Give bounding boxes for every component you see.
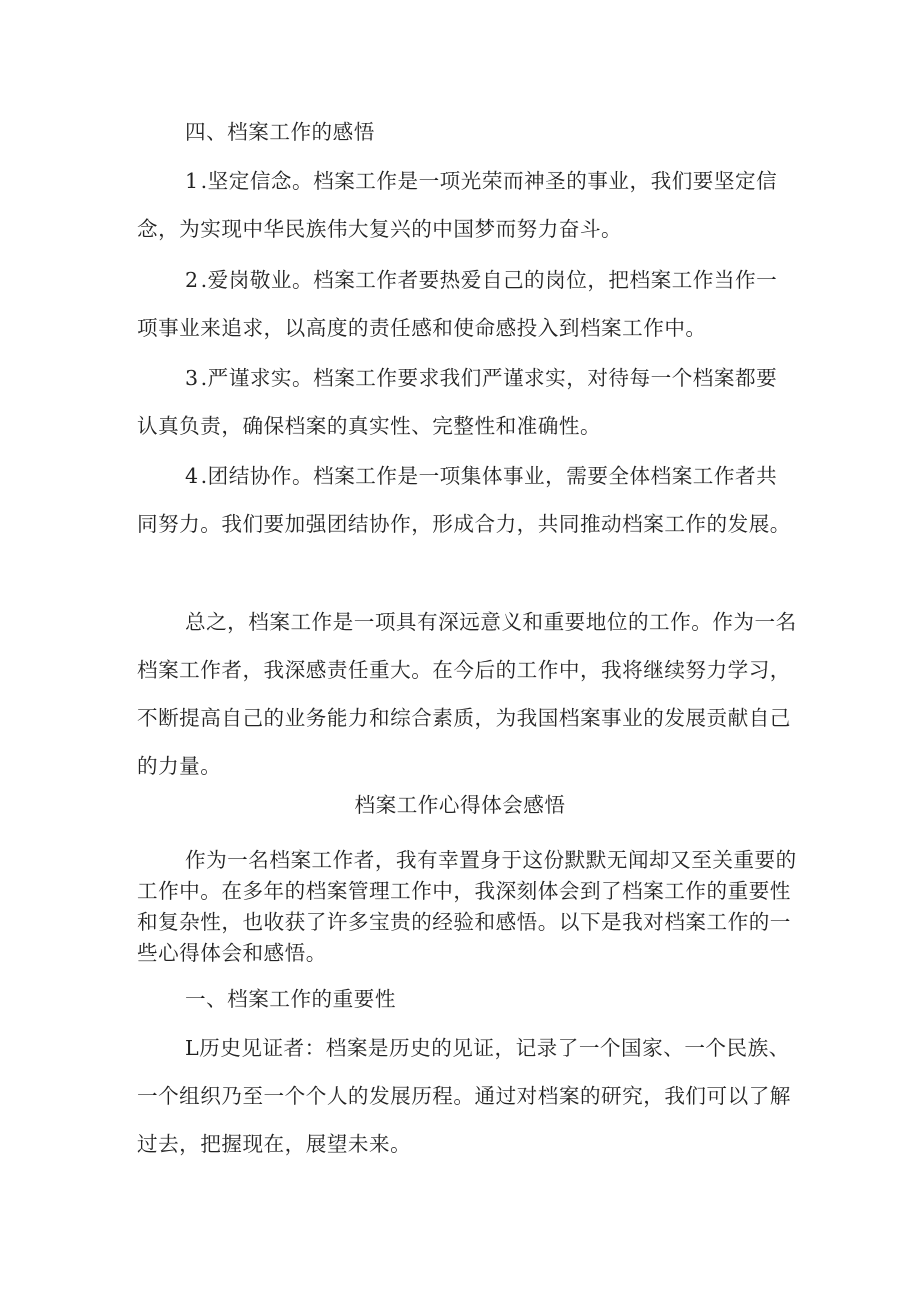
list-item <box>137 157 797 253</box>
section-heading: 一、档案工作的重要性 <box>185 987 396 1011</box>
item-text: .团结协作。档案工作是一项集体事业，需要全体档案工作者共同努力。我们要加强团结协作，形成合力，共同推动档案工作的发展。 <box>137 464 791 536</box>
intro-paragraph: 作为一名档案工作者，我有幸置身于这份默默无闻却又至关重要的工作中。在多年的档案管理工作中，我深刻体会到了档案工作的重要性和复杂性，也收获了许多宝贵的经验和感悟。以下是我对档案工作的一些心得体会和感悟。 <box>137 848 797 965</box>
item-number: 3 <box>185 366 199 390</box>
list-item <box>137 354 797 450</box>
item-text: .爱岗敬业。档案工作者要热爱自己的岗位，把档案工作当作一项事业来追求，以高度的责任感和使命感投入到档案工作中。 <box>137 268 778 340</box>
item-number: 1 <box>185 169 199 193</box>
section-heading: 四、档案工作的感悟 <box>185 120 375 144</box>
item-number: 4 <box>185 464 199 488</box>
article-title: 档案工作心得体会感悟 <box>354 793 566 817</box>
list-item <box>137 256 797 352</box>
item-text: .严谨求实。档案工作要求我们严谨求实，对待每一个档案都要认真负责，确保档案的真实性、完整性和准确性。 <box>137 366 778 438</box>
conclusion-paragraph: 总之，档案工作是一项具有深远意义和重要地位的工作。作为一名档案工作者，我深感责任重大。在今后的工作中，我将继续努力学习，不断提高自己的业务能力和综合素质，为我国档案事业的发展贡献自己的力量。 <box>137 610 797 778</box>
list-item: L历史见证者：档案是历史的见证，记录了一个国家、一个民族、一个组织乃至一个个人的发展历程。通过对档案的研究，我们可以了解过去，把握现在，展望未来。 <box>137 1036 791 1156</box>
item-text: .坚定信念。档案工作是一项光荣而神圣的事业，我们要坚定信念，为实现中华民族伟大复兴的中国梦而努力奋斗。 <box>137 169 778 241</box>
list-item <box>137 452 797 548</box>
item-number: 2 <box>185 268 199 292</box>
